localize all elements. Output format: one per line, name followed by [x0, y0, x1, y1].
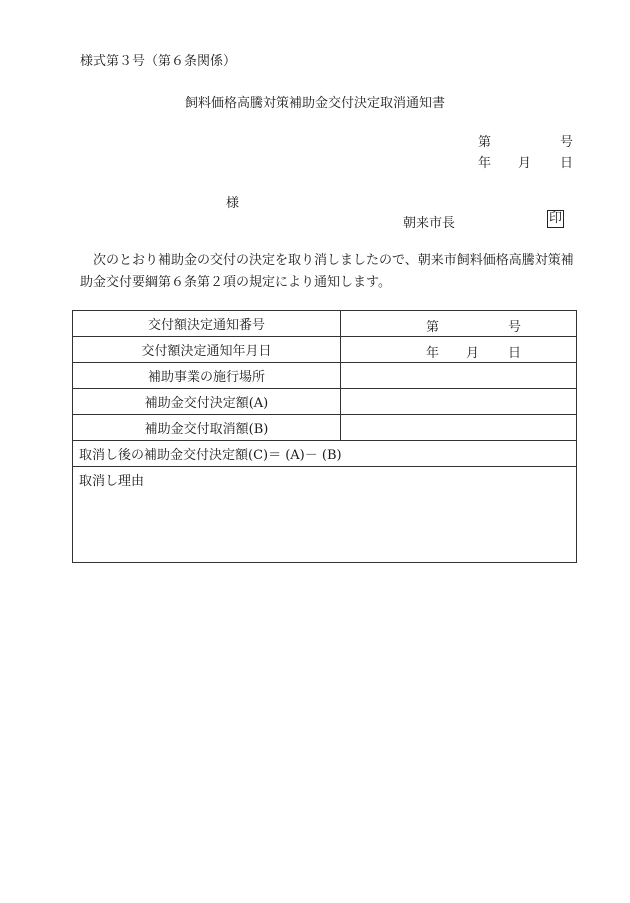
doc-number-suffix: 号	[560, 135, 574, 150]
table-row	[73, 389, 577, 415]
decision-amount-value[interactable]	[341, 389, 577, 415]
cancel-reason-field[interactable]: 取消し理由	[73, 467, 577, 563]
notice-number-value[interactable]	[341, 311, 577, 337]
document-title: 飼料価格高騰対策補助金交付決定取消通知書	[184, 96, 445, 111]
notice-date-day: 日	[508, 346, 522, 361]
issuer-name: 朝来市長	[403, 216, 456, 231]
cancel-amount-value[interactable]	[341, 415, 577, 441]
notice-date-value[interactable]	[341, 337, 577, 363]
table-row	[73, 441, 577, 467]
row-label-cancel-amount: 補助金交付取消額(B)	[73, 415, 341, 441]
notice-body-text: 次のとおり補助金の交付の決定を取り消しましたので、朝来市飼料価格高騰対策補助金交付要綱第６条第２項の規定により通知します。	[80, 253, 574, 290]
recipient-honorific: 様	[226, 196, 240, 211]
table-row	[73, 467, 577, 563]
row-label-notice-date: 交付額決定通知年月日	[73, 337, 341, 363]
table-row	[73, 415, 577, 441]
table-row	[73, 363, 577, 389]
notice-table	[72, 310, 577, 563]
row-label-location: 補助事業の施行場所	[73, 363, 341, 389]
form-number-label: 様式第３号（第６条関係）	[80, 54, 237, 69]
notice-number-suffix: 号	[508, 320, 522, 335]
doc-date-month: 月	[518, 156, 532, 171]
notice-number-prefix: 第	[426, 320, 440, 335]
doc-date-year: 年	[478, 156, 492, 171]
notice-date-month: 月	[466, 346, 480, 361]
row-label-after-cancel-amount[interactable]: 取消し後の補助金交付決定額(C)＝ (A)－ (B)	[73, 441, 577, 467]
location-value[interactable]	[341, 363, 577, 389]
doc-date-day: 日	[560, 156, 574, 171]
row-label-notice-number: 交付額決定通知番号	[73, 311, 341, 337]
table-row	[73, 337, 577, 363]
doc-number-prefix: 第	[478, 135, 492, 150]
row-label-decision-amount: 補助金交付決定額(A)	[73, 389, 341, 415]
notice-date-year: 年	[426, 346, 440, 361]
seal-mark: 印	[549, 211, 563, 226]
table-row	[73, 311, 577, 337]
